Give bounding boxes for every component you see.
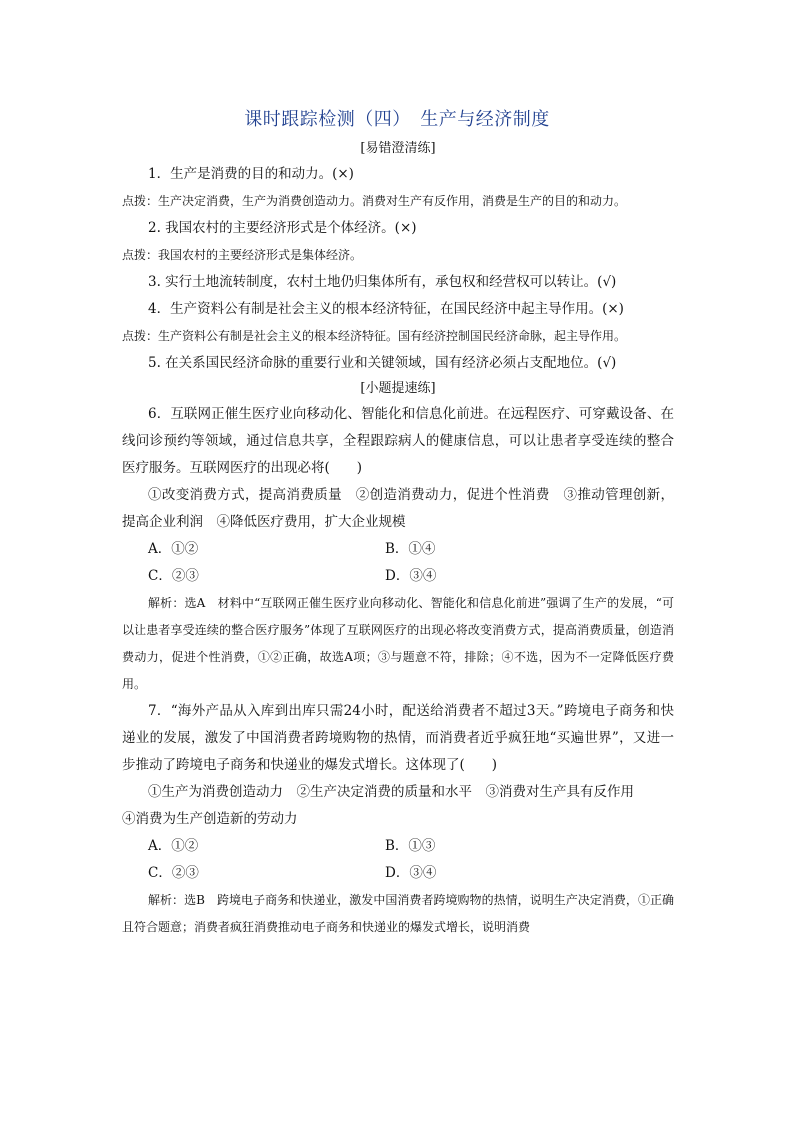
question-7-options-row1 [122, 833, 674, 860]
option-d: D．③④ [385, 568, 437, 584]
option-b: B．①④ [385, 541, 436, 557]
option-c: C．②③ [148, 865, 199, 881]
question-7-choices-line2: ④消费为生产创造新的劳动力 [122, 811, 298, 827]
question-1: 1．生产是消费的目的和动力。(×) [148, 166, 354, 182]
option-a: A．①② [148, 541, 199, 557]
section-heading-error-clarify: [易错澄清练] [360, 141, 436, 156]
option-d: D．③④ [385, 865, 437, 881]
question-4: 4．生产资料公有制是社会主义的根本经济特征，在国民经济中起主导作用。(×) [148, 301, 624, 317]
question-6-stem: 6．互联网正催生医疗业向移动化、智能化和信息化前进。在远程医疗、可穿戴设备、在线问诊预约等领域，通过信息共享，全程跟踪病人的健康信息，可以让患者享受连续的整合医疗服务。互联网医疗的出现必将( ) [122, 406, 674, 476]
question-6-choices: ①改变消费方式，提高消费质量 ②创造消费动力，促进个性消费 ③推动管理创新，提高企业利润 ④降低医疗费用，扩大企业规模 [122, 487, 674, 530]
question-7-stem: 7．“海外产品从入库到出库只需24小时，配送给消费者不超过3天。”跨境电子商务和快递业的发展，激发了中国消费者跨境购物的热情，而消费者近乎疯狂地“买遍世界”，又进一步推动了跨境电子商务和快递业的爆发式增长。这体现了( ) [122, 703, 674, 773]
option-b: B．①③ [385, 838, 436, 854]
page-title: 课时跟踪检测（四） 生产与经济制度 [244, 109, 550, 130]
section-heading-quick-practice: [小题提速练] [360, 381, 436, 396]
hint-1: 点拨：生产决定消费，生产为消费创造动力。消费对生产有反作用，消费是生产的目的和动力。 [122, 194, 627, 208]
document-body [122, 137, 674, 941]
question-6-options-row1 [122, 536, 674, 563]
question-2: 2. 我国农村的主要经济形式是个体经济。(×) [148, 220, 417, 236]
question-3: 3. 实行土地流转制度，农村土地仍归集体所有，承包权和经营权可以转让。(√) [148, 274, 617, 290]
option-c: C．②③ [148, 568, 199, 584]
question-7-analysis: 解析：选B 跨境电子商务和快递业，激发中国消费者跨境购物的热情，说明生产决定消费，①正确且符合题意；消费者疯狂消费推动电子商务和快递业的爆发式增长，说明消费 [122, 893, 674, 934]
question-6-analysis: 解析：选A 材料中“互联网正催生医疗业向移动化、智能化和信息化前进”强调了生产的发展，“可以让患者享受连续的整合医疗服务”体现了互联网医疗的出现必将改变消费方式，提高消费质量，创造消费动力，促进个性消费，①②正确，故选A项；③与题意不符，排除；④不选，因为不一定降低医疗费用。 [122, 596, 674, 691]
question-7-choices-line1: ①生产为消费创造动力 ②生产决定消费的质量和水平 ③消费对生产具有反作用 [148, 784, 634, 800]
hint-4: 点拨：生产资料公有制是社会主义的根本经济特征。国有经济控制国民经济命脉，起主导作用。 [122, 329, 627, 343]
option-a: A．①② [148, 838, 199, 854]
question-5: 5. 在关系国民经济命脉的重要行业和关键领域，国有经济必须占支配地位。(√) [148, 355, 617, 371]
hint-2: 点拨：我国农村的主要经济形式是集体经济。 [122, 248, 363, 262]
question-6-options-row2 [122, 563, 674, 590]
question-7-options-row2 [122, 860, 674, 887]
